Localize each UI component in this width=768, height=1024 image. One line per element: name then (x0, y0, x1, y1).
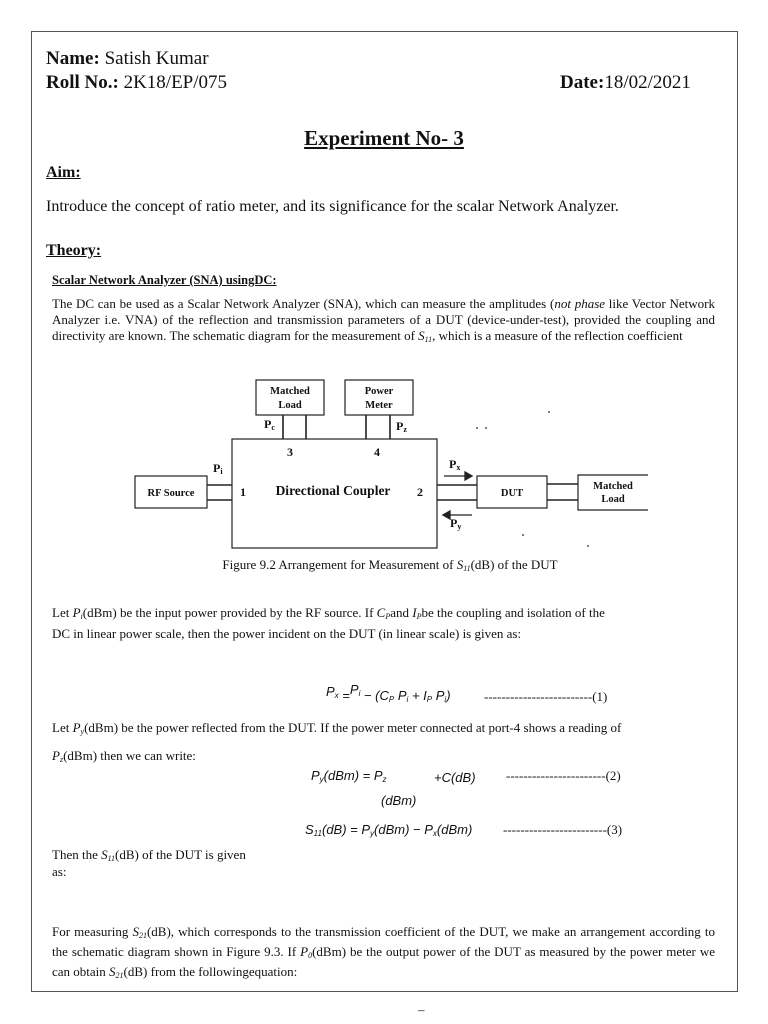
roll-value: 2K18/EP/075 (123, 72, 228, 93)
para1-text-c: , which is a measure of the reflection coefficient (432, 328, 683, 343)
aim-text: Introduce the concept of ratio meter, and its significance for the scalar Network Analyzer. (46, 198, 619, 215)
port-1-label: 1 (240, 485, 246, 499)
then-line1: Then the $S_{11}(dB)$ of the DUT is given (52, 847, 246, 863)
para3-line1: Let $P_y(dBm)$ be the power reflected from the DUT. If the power meter connected at port-4 shows a reading of (52, 720, 622, 736)
caption-text-a: Figure 9.2 Arrangement for Measurement of (222, 557, 457, 572)
matched-load-top-label-1: Matched (270, 386, 310, 397)
caption-s: S (456, 557, 464, 572)
caption-text-b: (dB) of the DUT (470, 557, 558, 572)
figure-caption (0, 557, 768, 577)
para4: For measuring $S_{21}(dB)$, which corresponds to the transmission coefficient of the DUT, we make an arrangement according to the schematic diagram shown in Figure 9.3. If $P_0(dBm)$ be the output power of the DUT as measured by the power meter we can obtain $S_{21}(dB)$ from the followingequation: (52, 924, 716, 980)
page-title: Experiment No- 3 (304, 126, 464, 150)
coupler-label: Directional Coupler (275, 483, 391, 498)
py-label: Py (450, 516, 462, 531)
px-label: Px (449, 457, 461, 472)
para2-line1: Let $P_i(dBm)$ be the input power provided by the RF source. If $C_Pand$ $I_Pbe$ the coupling and isolation of the (52, 605, 605, 621)
equation-1-number: -------------------------(1) (484, 689, 608, 704)
pc-label: Pc (264, 417, 275, 432)
equation-3-number: ------------------------(3) (503, 822, 623, 837)
equation-2-under: (dBm) (381, 793, 417, 808)
port-4-label: 4 (374, 445, 380, 459)
date-value: 18/02/2021 (604, 72, 691, 93)
para1-emphasis: not phase (554, 296, 606, 311)
para1-s-sub: 11 (424, 335, 433, 344)
power-meter-label-2: Meter (365, 400, 393, 411)
then-line2: as: (52, 864, 67, 879)
port-3-label: 3 (287, 445, 293, 459)
pi-label: Pi (213, 461, 223, 476)
name-value: Satish Kumar (104, 48, 209, 69)
name-label: Name: (46, 48, 100, 69)
footer-mark: – (418, 1002, 425, 1017)
para2-line2: DC in linear power scale, then the power incident on the DUT (in linear scale) is given as: (52, 626, 522, 641)
equation-2: $P_y(dBm) = P_z$ (311, 768, 387, 784)
para1-text-a: The DC can be used as a Scalar Network Analyzer (SNA), which can measure the amplitudes ( (52, 296, 555, 311)
pz-label: Pz (396, 419, 407, 434)
dut-label: DUT (500, 488, 524, 499)
rf-source-label: RF Source (147, 488, 195, 499)
matched-load-top-label-2: Load (278, 400, 302, 411)
caption-s-sub: 11 (463, 564, 471, 573)
equation-2-number: -----------------------(2) (506, 768, 621, 783)
port-2-label: 2 (417, 485, 423, 499)
para1-text-b: like Vector Network Analyzer i.e. VNA) of the reflection and transmission parameters of a DUT (device-under-test), provided the coupling and directivity are known. The schematic diagram for the measurement of (52, 296, 715, 343)
equation-2-rhs: +C(dB) (434, 770, 476, 785)
theory-heading: Theory: (46, 242, 102, 259)
para3-line2: $P_z(dBm)$ then we can write: (52, 748, 196, 764)
aim-heading: Aim: (46, 164, 81, 181)
equation-3: $S_{11}(dB) = P_y(dBm) - P_x(dBm)$ (305, 822, 473, 838)
matched-load-right-label-2: Load (601, 494, 625, 505)
para1-s: S (418, 328, 425, 343)
power-meter-label-1: Power (364, 386, 394, 397)
equation-1: $P_x =P_i - (C_P$ $P_i + I_P$ $P_i$) (326, 682, 451, 704)
matched-load-right-label-1: Matched (593, 481, 633, 492)
roll-label: Roll No.: (46, 72, 119, 93)
date-label: Date: (560, 72, 605, 93)
theory-subheading: Scalar Network Analyzer (SNA) usingDC: (52, 273, 277, 287)
